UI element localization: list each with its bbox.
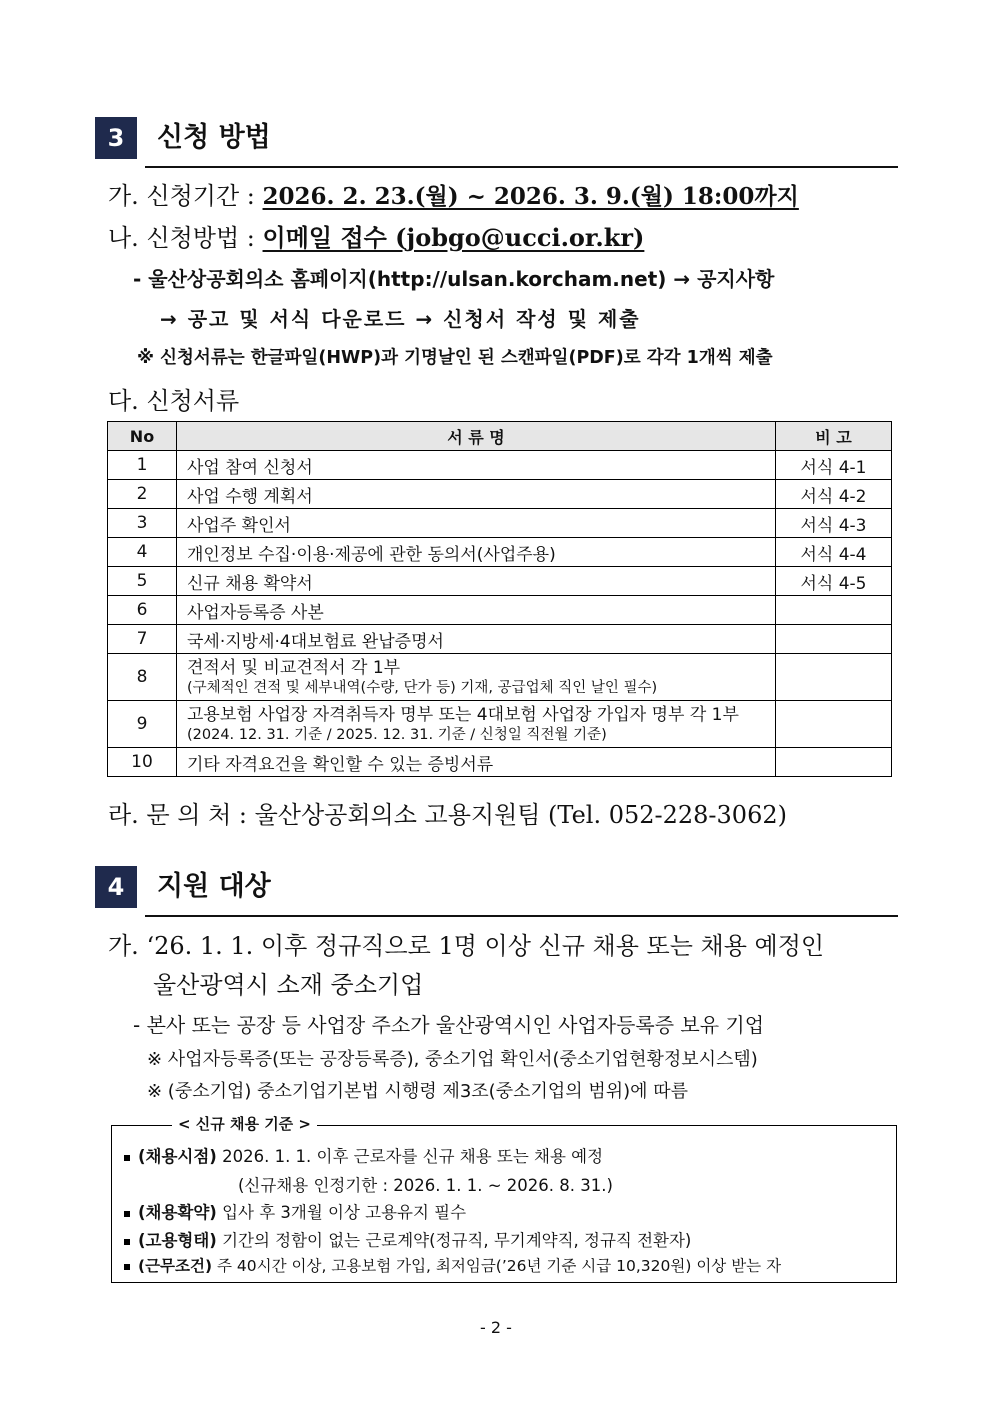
section-divider: [145, 166, 898, 168]
docs-label: 다. 신청서류: [108, 387, 240, 415]
section-4-header: [95, 866, 898, 926]
table-row: 9 고용보험 사업장 자격취득자 명부 또는 4대보험 사업장 가입자 명부 각 1부 (2024. 12. 31. 기준 / 2025. 12. 31. 기준 / 신청일 직전월 기준): [108, 701, 892, 748]
table-header-row: [108, 422, 892, 451]
bullet-icon: [124, 1264, 130, 1270]
application-method: 나. 신청방법 : 이메일 접수 (jobgo@ucci.or.kr): [108, 223, 645, 252]
table-row: 4 개인정보 수집·이용·제공에 관한 동의서(사업주용) 서식 4-4: [108, 538, 892, 567]
method-detail-1: - 울산상공회의소 홈페이지(http://ulsan.korcham.net) → 공지사항: [133, 267, 775, 291]
section-number: 3: [95, 117, 137, 159]
section-title: 지원 대상: [157, 871, 271, 902]
contact-line: 라. 문 의 처 : 울산상공회의소 고용지원팀 (Tel. 052-228-3062): [108, 801, 787, 829]
section-title: 신청 방법: [157, 122, 271, 153]
section-number: 4: [95, 866, 137, 908]
table-row: 3 사업주 확인서 서식 4-3: [108, 509, 892, 538]
bullet-icon: [124, 1239, 130, 1245]
bullet-icon: [124, 1155, 130, 1161]
table-row: 5 신규 채용 확약서 서식 4-5: [108, 567, 892, 596]
header-name: 서 류 명: [177, 422, 776, 451]
criteria-item-continuation: (신규채용 인정기한 : 2026. 1. 1. ~ 2026. 8. 31.): [238, 1176, 613, 1195]
table-row: 7 국세·지방세·4대보험료 완납증명서: [108, 625, 892, 654]
criteria-item: (채용시점) 2026. 1. 1. 이후 근로자를 신규 채용 또는 채용 예정: [124, 1143, 603, 1167]
table-row: 1 사업 참여 신청서 서식 4-1: [108, 451, 892, 480]
table-row: 2 사업 수행 계획서 서식 4-2: [108, 480, 892, 509]
header-note: 비 고: [776, 422, 892, 451]
section-3-header: [95, 117, 898, 177]
target-detail: - 본사 또는 공장 등 사업장 주소가 울산광역시인 사업자등록증 보유 기업: [133, 1013, 765, 1037]
header-no: No: [108, 422, 177, 451]
target-line-1: 가. ‘26. 1. 1. 이후 정규직으로 1명 이상 신규 채용 또는 채용 예정인: [108, 932, 825, 960]
table-row: 6 사업자등록증 사본: [108, 596, 892, 625]
criteria-box-title: < 신규 채용 기준 >: [172, 1113, 317, 1134]
bullet-icon: [124, 1211, 130, 1217]
criteria-item: (고용형태) 기간의 정함이 없는 근로계약(정규직, 무기계약직, 정규직 전환자): [124, 1227, 691, 1251]
page-number: - 2 -: [480, 1318, 512, 1337]
method-note: ※ 신청서류는 한글파일(HWP)과 기명날인 된 스캔파일(PDF)로 각각 1개씩 제출: [137, 348, 773, 368]
table-row: 8 견적서 및 비교견적서 각 1부 (구체적인 견적 및 세부내역(수량, 단가 등) 기재, 공급업체 직인 날인 필수): [108, 654, 892, 701]
documents-table: [107, 421, 892, 777]
method-detail-2: → 공고 및 서식 다운로드 → 신청서 작성 및 제출: [160, 307, 641, 331]
method-value: 이메일 접수 (jobgo@ucci.or.kr): [262, 223, 645, 252]
section-divider: [145, 915, 898, 917]
application-period: 가. 신청기간 : 2026. 2. 23.(월) ~ 2026. 3. 9.(월) 18:00까지: [108, 182, 799, 210]
criteria-box: [111, 1125, 897, 1283]
criteria-item: (채용확약) 입사 후 3개월 이상 고용유지 필수: [124, 1199, 466, 1223]
target-line-2: 울산광역시 소재 중소기업: [153, 971, 424, 999]
target-note-2: ※ (중소기업) 중소기업기본법 시행령 제3조(중소기업의 범위)에 따름: [147, 1081, 689, 1102]
target-note-1: ※ 사업자등록증(또는 공장등록증), 중소기업 확인서(중소기업현황정보시스템): [147, 1049, 758, 1070]
criteria-item: (근무조건) 주 40시간 이상, 고용보험 가입, 최저임금(’26년 기준 시급 10,320원) 이상 받는 자: [124, 1254, 781, 1276]
period-value: 2026. 2. 23.(월) ~ 2026. 3. 9.(월) 18:00까지: [262, 183, 799, 210]
table-row: 10 기타 자격요건을 확인할 수 있는 증빙서류: [108, 748, 892, 777]
